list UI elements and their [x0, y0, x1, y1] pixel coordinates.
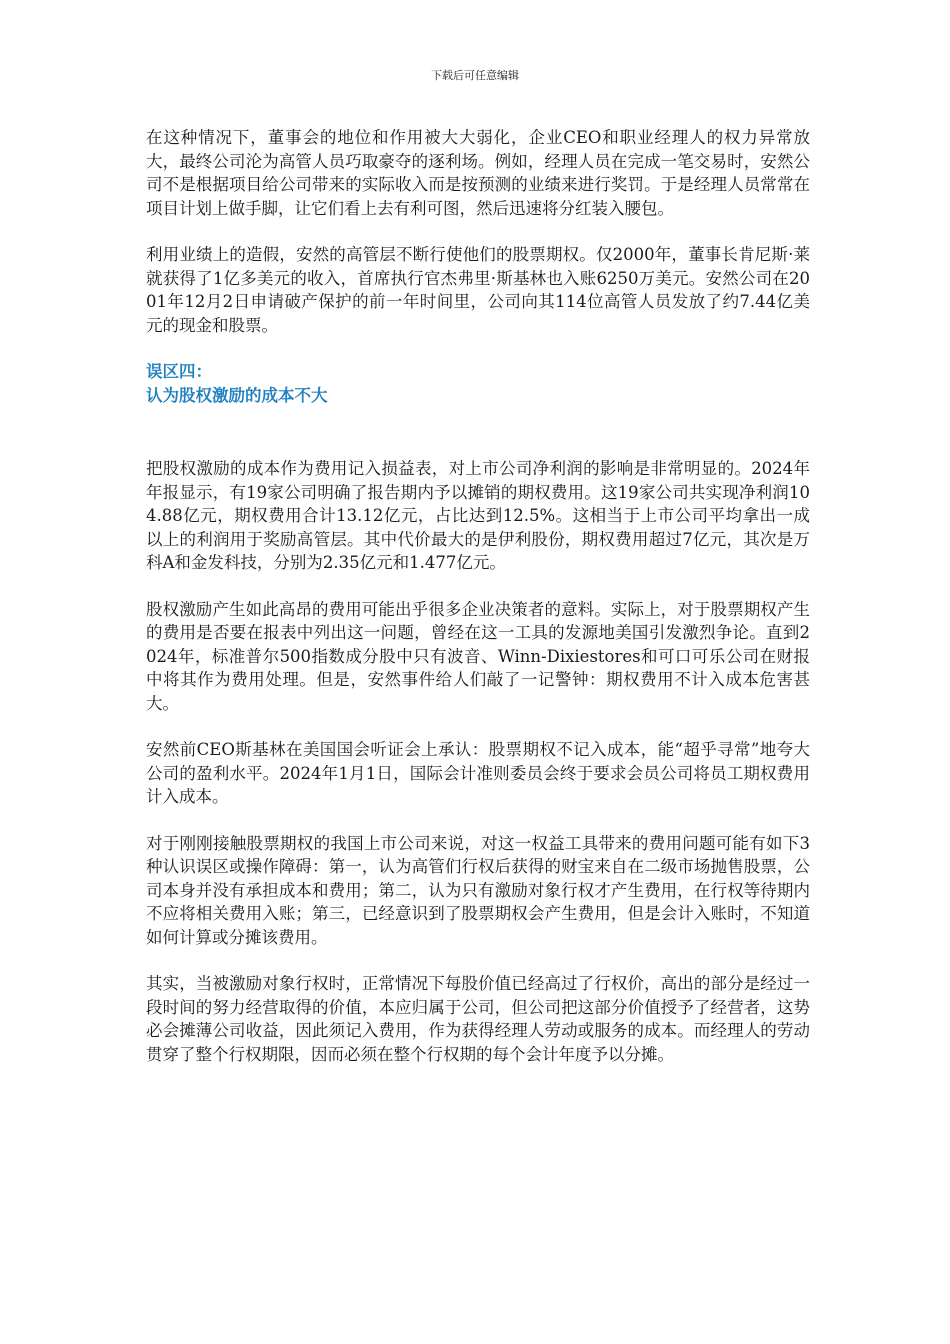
- section-heading-label: 误区四：: [146, 362, 212, 381]
- paragraph-expense-debate: 股权激励产生如此高昂的费用可能出乎很多企业决策者的意料。实际上，对于股票期权产生的费用是否要在报表中列出这一问题，曾经在这一工具的发源地美国引发激烈争论。直到2024年，标准普尔500指数成分股中只有波音、Winn-Dixiestores和可口可乐公司在财报中将其作为费用处理。但是，安然事件给人们敲了一记警钟：期权费用不计入成本危害甚大。: [146, 599, 810, 713]
- paragraph-board-weakened: 在这种情况下，董事会的地位和作用被大大弱化，企业CEO和职业经理人的权力异常放大，最终公司沦为高管人员巧取豪夺的逐利场。例如，经理人员在完成一笔交易时，安然公司不是根据项目给公司带来的实际收入而是按预测的业绩来进行奖罚。于是经理人员常常在项目计划上做手脚，让它们看上去有利可图，然后迅速将分红装入腰包。: [146, 128, 810, 218]
- page-header-note: 下载后可任意编辑: [431, 69, 519, 82]
- paragraph-skilling-testimony: 安然前CEO斯基林在美国国会听证会上承认：股票期权不记入成本，能“超乎寻常”地夸大公司的盈利水平。2024年1月1日，国际会计准则委员会终于要求会员公司将员工期权费用计入成本。: [146, 740, 810, 806]
- paragraph-stock-options-exercised: 利用业绩上的造假，安然的高管层不断行使他们的股票期权。仅2000年，董事长肯尼斯·莱就获得了1亿多美元的收入，首席执行官杰弗里·斯基林也入账6250万美元。安然公司在2001年12月2日申请破产保护的前一年时间里，公司向其114位高管人员发放了约7.44亿美元的现金和股票。: [146, 245, 810, 335]
- document-body: [146, 126, 810, 1066]
- paragraph-expense-allocation: 其实，当被激励对象行权时，正常情况下每股价值已经高过了行权价，高出的部分是经过一段时间的努力经营取得的价值，本应归属于公司，但公司把这部分价值授予了经营者，这势必会摊薄公司收益，因此须记入费用，作为获得经理人劳动或服务的成本。而经理人的劳动贯穿了整个行权期限，因而必须在整个行权期的每个会计年度予以分摊。: [146, 974, 810, 1064]
- paragraph-three-misconceptions: 对于刚刚接触股票期权的我国上市公司来说，对这一权益工具带来的费用问题可能有如下3种认识误区或操作障碍：第一，认为高管们行权后获得的财宝来自在二级市场抛售股票，公司本身并没有承担成本和费用；第二，认为只有激励对象行权才产生费用，在行权等待期内不应将相关费用入账；第三，已经意识到了股票期权会产生费用，但是会计入账时，不知道如何计算或分摊该费用。: [146, 833, 810, 947]
- section-heading-title: 认为股权激励的成本不大: [146, 385, 328, 405]
- paragraph-option-expense-impact: 把股权激励的成本作为费用记入损益表，对上市公司净利润的影响是非常明显的。2024年年报显示，有19家公司明确了报告期内予以摊销的期权费用。这19家公司共实现净利润104.88亿元，期权费用合计13.12亿元，占比达到12.5%。这相当于上市公司平均拿出一成以上的利润用于奖励高管层。其中代价最大的是伊利股份，期权费用超过7亿元，其次是万科A和金发科技，分别为2.35亿元和1.477亿元。: [146, 459, 810, 572]
